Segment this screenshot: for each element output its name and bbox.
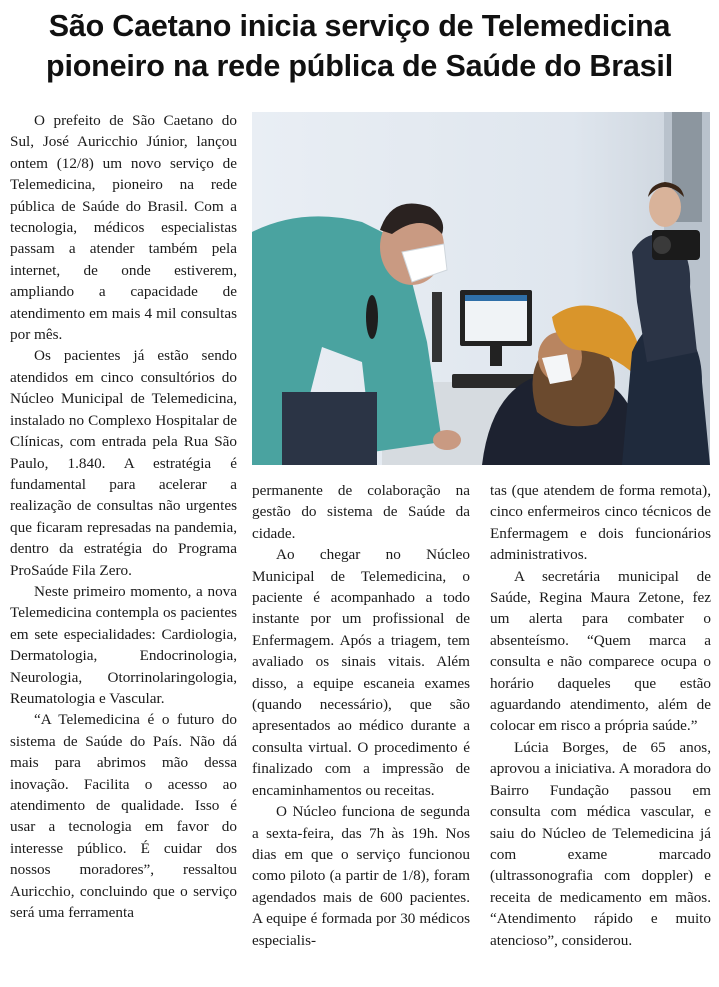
eyeglasses-hanging [366,295,378,339]
article-photo [252,112,710,465]
paragraph-8: Lúcia Borges, de 65 anos, aprovou a iniciativa. A moradora do Bairro Fundação passou em consulta com médica vascular, e saiu do Núcleo de Telemedicina já com exame marcado (ultrassonografia com doppler) e receita de medicamento em mãos. “Atendimento rápido e muito atencioso”, considerou. [490,738,711,949]
headline-line-2: pioneiro na rede pública de Saúde do Brasil [46,49,673,83]
paragraph-5: Ao chegar no Núcleo Municipal de Telemedicina, o paciente é acompanhado a todo instante por um profissional de Enfermagem. Após a triagem, tem avaliado os sinais vitais. Além disso, a equipe escaneia exames (quando necessário), que são apresentados ao médico durante a consulta virtual. O procedimento é finalizado com a impressão de encaminhamentos ou receitas. [252,546,470,799]
paragraph-6-continued: tas (que atendem de forma remota), cinco enfermeiros cinco técnicos de Enfermagem e dois funcionários administrativos. [490,482,711,564]
monitor-screen [465,295,527,341]
man-trousers [282,392,377,465]
pc-tower [432,292,442,362]
paragraph-4: “A Telemedicina é o futuro do sistema de Saúde do País. Não dá mais para abrimos mão dessa inovação. Facilita o acesso ao atendimento de qualidade. Isso é usar a tecnologia em favor do interesse público. É cuidar dos nossos moradores”, ressaltou Auricchio, concluindo que o serviço será uma ferramenta [10,711,237,922]
screen-header [465,295,527,301]
monitor-stand [490,346,502,366]
column-1 [10,110,237,923]
photographer-face [649,187,681,227]
paragraph-4-continued: permanente de colaboração na gestão do sistema de Saúde da cidade. [252,482,470,542]
man-hand [433,430,461,450]
paragraph-2: Os pacientes já estão sendo atendidos em cinco consultórios do Núcleo Municipal de Telemedicina, instalado no Complexo Hospitalar de Clínicas, com entrada pela Rua São Paulo, 1.840. A estratégia é fundamental para acelerar a realização de consultas não urgentes que ficaram represadas na pandemia, dentro da estratégia do Programa ProSaúde Fila Zero. [10,347,237,579]
headline-line-1: São Caetano inicia serviço de Telemedicina [48,9,671,43]
paragraph-3: Neste primeiro momento, a nova Telemedicina contempla os pacientes em sete especialidades: Cardiologia, Dermatologia, Endocrinologia, Neurologia, Otorrinolaringologia, Reumatologia e Vascular. [10,582,237,707]
paragraph-1: O prefeito de São Caetano do Sul, José Auricchio Júnior, lançou ontem (12/8) um novo serviço de Telemedicina, pioneiro na rede pública de Saúde do Brasil. Com a tecnologia, médicos especialistas passam a atender também pela internet, de onde estiverem, ampliando a capacidade de atendimento em mais 4 mil consultas por mês. [10,112,237,344]
paragraph-7: A secretária municipal de Saúde, Regina Maura Zetone, fez um alerta para combater o absenteísmo. “Quem marca a consulta e não comparece ocupa o horário daqueles que estão aguardando atendimento, além de colocar em risco a própria saúde.” [490,567,711,735]
telemedicine-photo-illustration [252,112,710,465]
column-2 [252,480,470,951]
column-3 [490,480,711,951]
article-headline [8,6,711,86]
camera-lens [653,236,671,254]
paragraph-6: O Núcleo funciona de segunda a sexta-feira, das 7h às 19h. Nos dias em que o serviço funcionou como piloto (a partir de 1/8), foram agendados mais de 600 pacientes. A equipe é formada por 30 médicos especialis- [252,803,470,949]
